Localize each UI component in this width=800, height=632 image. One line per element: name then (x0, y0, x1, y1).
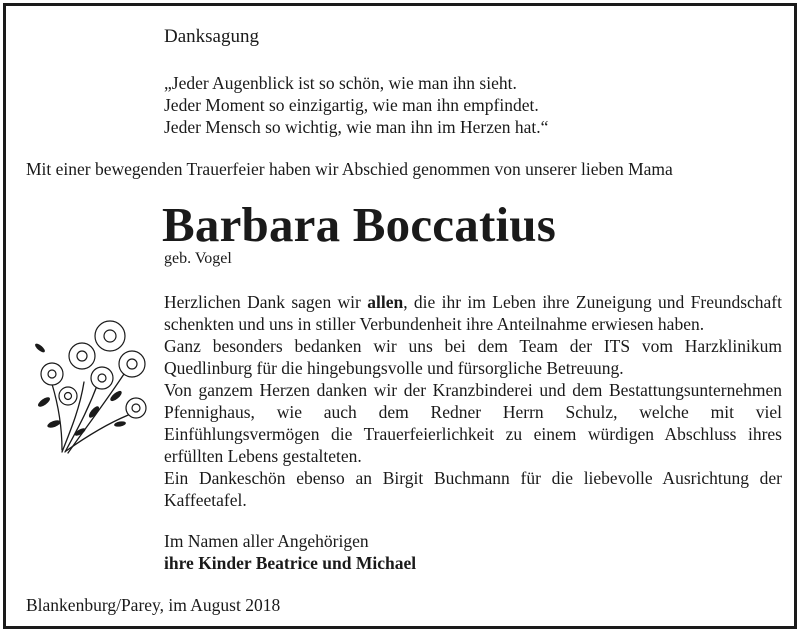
thanks-text: , die ihr im Leben ihre Zuneigung und Freundschaft schenkten und uns in stiller Verbundenheit ihre Anteilnahme erwiesen haben. (164, 292, 782, 334)
quote-line: Jeder Mensch so wichtig, wie man ihn im Herzen hat.“ (164, 117, 549, 137)
quote (164, 72, 548, 138)
flower-bouquet-icon (32, 312, 154, 458)
birth-name: geb. Vogel (164, 250, 232, 267)
intro-text: Mit einer bewegenden Trauerfeier haben wir Abschied genommen von unserer lieben Mama (26, 159, 673, 179)
obituary-notice (3, 3, 797, 629)
quote-line: Jeder Moment so einzigartig, wie man ihn empfindet. (164, 95, 539, 115)
quote-line: „Jeder Augenblick ist so schön, wie man ihn sieht. (164, 73, 517, 93)
thanks-paragraph: Ein Dankeschön ebenso an Birgit Buchmann für die liebevolle Ausrichtung der Kaffeetafel. (164, 468, 782, 510)
thanks-paragraph: Von ganzem Herzen danken wir der Kranzbinderei und dem Bestattungsunternehmen Pfennighaus, wie auch dem Redner Herrn Schulz, welche mit viel Einfühlungsvermögen die Trauerfeierlichkeit zu einem würdigen Abschluss ihres erfüllten Lebens gestalteten. (164, 380, 782, 466)
thanks-text: Herzlichen Dank sagen wir (164, 292, 368, 312)
thanks-paragraph: Ganz besonders bedanken wir uns bei dem Team der ITS vom Harzklinikum Quedlinburg für die hingebungsvolle und fürsorgliche Betreuung. (164, 336, 782, 378)
thanks-paragraph (164, 291, 782, 335)
place-date: Blankenburg/Parey, im August 2018 (26, 595, 281, 615)
signature-names: ihre Kinder Beatrice und Michael (164, 553, 417, 573)
thanks-body (164, 291, 782, 511)
thanks-emphasis: allen (367, 292, 404, 312)
deceased-name: Barbara Boccatius (162, 197, 557, 252)
signature-intro: Im Namen aller Angehörigen (164, 531, 369, 551)
heading: Danksagung (164, 26, 259, 47)
